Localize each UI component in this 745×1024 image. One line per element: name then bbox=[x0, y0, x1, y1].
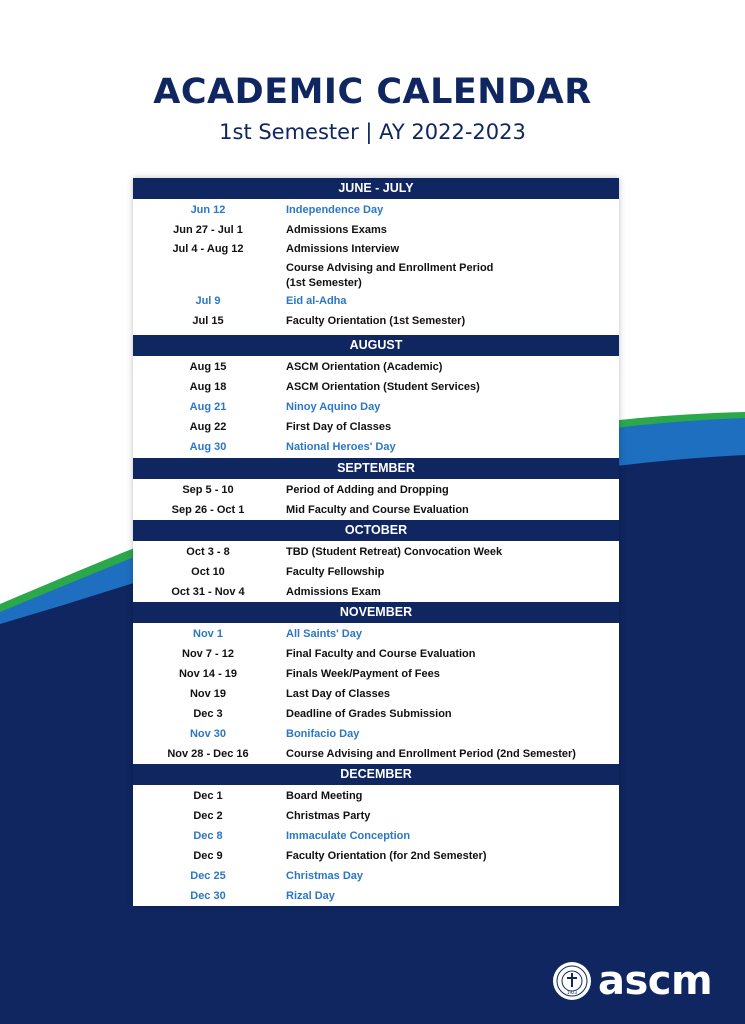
footer-logo bbox=[552, 960, 712, 1002]
event-name: ASCM Orientation (Student Services) bbox=[286, 381, 480, 393]
event-date: Nov 14 - 19 bbox=[178, 668, 238, 680]
event-row bbox=[133, 846, 619, 866]
event-date: Aug 18 bbox=[189, 381, 227, 393]
page-title: ACADEMIC CALENDAR bbox=[153, 72, 592, 112]
event-name: ASCM Orientation (Academic) bbox=[286, 361, 443, 373]
event-date: Oct 3 - 8 bbox=[186, 546, 230, 558]
event-row bbox=[133, 786, 619, 806]
event-date: Dec 25 bbox=[190, 870, 226, 882]
event-row bbox=[133, 664, 619, 684]
event-name: Faculty Fellowship bbox=[286, 566, 385, 578]
event-name: Admissions Exam bbox=[286, 586, 381, 598]
event-date: Dec 2 bbox=[193, 810, 223, 822]
event-name: TBD (Student Retreat) Convocation Week bbox=[286, 546, 503, 558]
event-date: Oct 10 bbox=[191, 566, 225, 578]
event-name: Admissions Interview bbox=[286, 243, 400, 255]
event-name: Rizal Day bbox=[286, 890, 335, 902]
event-row bbox=[133, 240, 619, 259]
event-name: Faculty Orientation (1st Semester) bbox=[286, 315, 466, 327]
event-row bbox=[133, 644, 619, 664]
event-date: Jun 27 - Jul 1 bbox=[173, 224, 243, 236]
event-name: Bonifacio Day bbox=[286, 728, 360, 740]
event-date: Sep 26 - Oct 1 bbox=[171, 504, 245, 516]
event-row bbox=[133, 684, 619, 704]
event-name: Christmas Day bbox=[286, 870, 364, 882]
event-row bbox=[133, 397, 619, 417]
event-date: Dec 30 bbox=[190, 890, 226, 902]
event-name: Deadline of Grades Submission bbox=[286, 708, 452, 720]
event-date: Nov 7 - 12 bbox=[182, 648, 234, 660]
event-date: Nov 30 bbox=[189, 728, 227, 740]
event-date: Nov 1 bbox=[193, 628, 223, 640]
event-name-multiline bbox=[283, 261, 493, 291]
event-row bbox=[133, 357, 619, 377]
event-name: All Saints' Day bbox=[286, 628, 362, 640]
event-date: Aug 30 bbox=[189, 441, 227, 453]
event-name: First Day of Classes bbox=[286, 421, 392, 433]
event-row bbox=[133, 259, 619, 291]
event-row bbox=[133, 826, 619, 846]
event-date: Jul 15 bbox=[192, 315, 224, 327]
event-date: Dec 1 bbox=[193, 790, 223, 802]
event-name: Board Meeting bbox=[286, 790, 363, 802]
event-date: Dec 8 bbox=[193, 830, 223, 842]
event-date: Jul 4 - Aug 12 bbox=[172, 243, 244, 255]
event-name: Faculty Orientation (for 2nd Semester) bbox=[286, 850, 487, 862]
event-name-line2: (1st Semester) bbox=[286, 277, 362, 289]
event-date: Dec 9 bbox=[193, 850, 223, 862]
event-row bbox=[133, 562, 619, 582]
event-row bbox=[133, 220, 619, 240]
event-row bbox=[133, 806, 619, 826]
event-name: Final Faculty and Course Evaluation bbox=[286, 648, 476, 660]
logo-text: ascm bbox=[598, 958, 713, 1004]
event-name: Finals Week/Payment of Fees bbox=[286, 668, 440, 680]
event-name: National Heroes' Day bbox=[286, 441, 396, 453]
event-date: Aug 15 bbox=[189, 361, 227, 373]
event-row bbox=[133, 500, 619, 520]
event-date: Oct 31 - Nov 4 bbox=[171, 586, 245, 598]
event-date: Nov 19 bbox=[189, 688, 227, 700]
calendar-table bbox=[133, 178, 619, 906]
event-date: Sep 5 - 10 bbox=[182, 484, 234, 496]
event-row bbox=[133, 582, 619, 602]
page-subtitle: 1st Semester | AY 2022-2023 bbox=[219, 120, 526, 144]
event-name: Admissions Exams bbox=[286, 224, 387, 236]
event-row bbox=[133, 437, 619, 457]
event-date: Dec 3 bbox=[193, 708, 223, 720]
event-name-line1: Course Advising and Enrollment Period bbox=[286, 262, 494, 274]
month-header-november: NOVEMBER bbox=[133, 602, 619, 623]
event-name: Period of Adding and Dropping bbox=[286, 484, 449, 496]
event-row bbox=[133, 377, 619, 397]
event-name: Course Advising and Enrollment Period (2nd Semester) bbox=[286, 748, 576, 760]
event-date bbox=[133, 261, 283, 291]
event-row bbox=[133, 417, 619, 437]
month-header-june-july: JUNE - JULY bbox=[133, 178, 619, 199]
event-name: Immaculate Conception bbox=[286, 830, 411, 842]
event-name: Last Day of Classes bbox=[286, 688, 390, 700]
event-row bbox=[133, 866, 619, 886]
event-row bbox=[133, 200, 619, 220]
month-header-october: OCTOBER bbox=[133, 520, 619, 541]
event-date: Nov 28 - Dec 16 bbox=[167, 748, 249, 760]
event-name: Eid al-Adha bbox=[286, 295, 347, 307]
event-row bbox=[133, 311, 619, 331]
event-row bbox=[133, 704, 619, 724]
event-row bbox=[133, 744, 619, 764]
month-header-august: AUGUST bbox=[133, 335, 619, 356]
seal-icon bbox=[552, 961, 592, 1001]
event-row bbox=[133, 724, 619, 744]
event-row bbox=[133, 542, 619, 562]
event-name: Christmas Party bbox=[286, 810, 371, 822]
seal-year: 1923 bbox=[566, 990, 578, 995]
event-row bbox=[133, 624, 619, 644]
event-name: Mid Faculty and Course Evaluation bbox=[286, 504, 469, 516]
event-row bbox=[133, 886, 619, 906]
event-row bbox=[133, 480, 619, 500]
event-date: Aug 22 bbox=[189, 421, 227, 433]
event-name: Ninoy Aquino Day bbox=[286, 401, 381, 413]
event-row bbox=[133, 291, 619, 311]
event-date: Jul 9 bbox=[195, 295, 221, 307]
event-name: Independence Day bbox=[286, 204, 384, 216]
event-date: Jun 12 bbox=[190, 204, 226, 216]
event-date: Aug 21 bbox=[189, 401, 227, 413]
month-header-september: SEPTEMBER bbox=[133, 458, 619, 479]
month-header-december: DECEMBER bbox=[133, 764, 619, 785]
